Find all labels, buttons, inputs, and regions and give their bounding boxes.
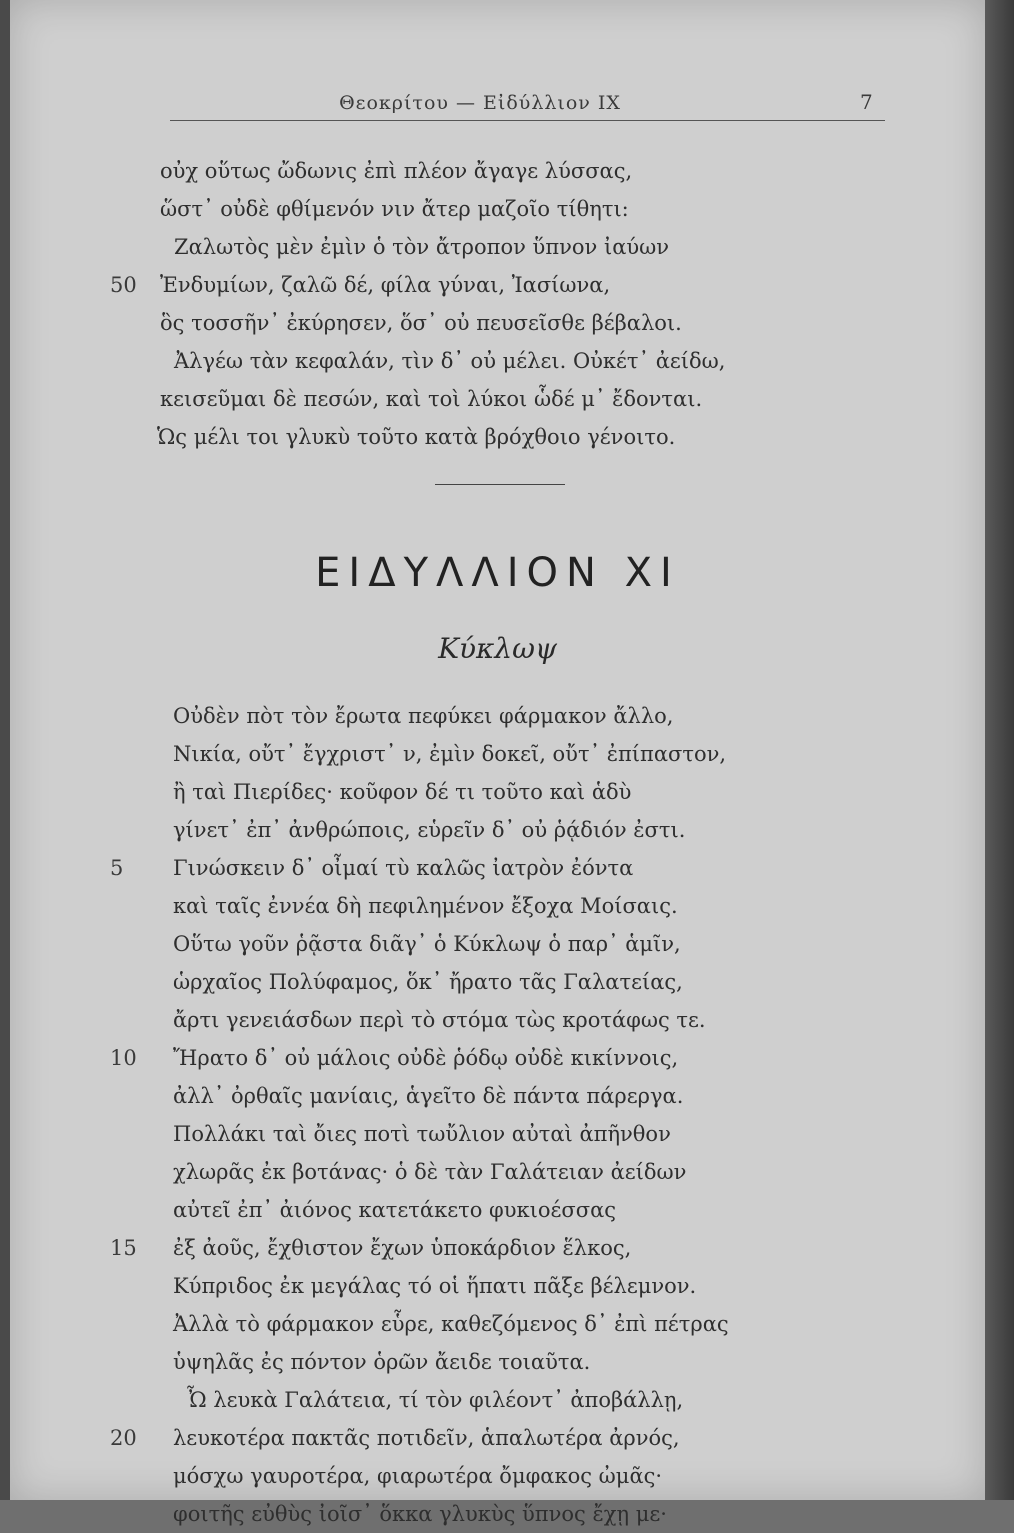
verse-text: φοιτῆς εὐθὺς ἰοῖσ᾽ ὅκκα γλυκὺς ὕπνος ἔχῃ με·: [173, 1502, 667, 1526]
verse-line: [10, 1343, 985, 1381]
verse-text: ὥστ᾽ οὐδὲ φθίμενόν νιν ἄτερ μαζοῖο τίθητι:: [160, 197, 629, 221]
verse-line: [10, 1077, 985, 1115]
verse-text: κεισεῦμαι δὲ πεσών, καὶ τοὶ λύκοι ὧδέ μ᾽ ἔδονται.: [160, 387, 703, 411]
running-head: Θεοκρίτου — Εἰδύλλιον IX: [339, 92, 621, 114]
line-number: 50: [110, 273, 137, 297]
verse-text: Ὡς μέλι τοι γλυκὺ τοῦτο κατὰ βρόχθοιο γένοιτο.: [157, 425, 676, 449]
verse-text: χλωρᾶς ἐκ βοτάνας· ὁ δὲ τὰν Γαλάτειαν ἀείδων: [173, 1160, 687, 1184]
verse-line: [10, 266, 985, 304]
verse-text: λευκοτέρα πακτᾶς ποτιδεῖν, ἁπαλωτέρα ἀρνός,: [173, 1426, 680, 1450]
line-number: 15: [110, 1236, 137, 1260]
verse-line: [10, 190, 985, 228]
verse-text: Οὕτω γοῦν ῥᾷστα διᾶγ᾽ ὁ Κύκλωψ ὁ παρ᾽ ἁμῖν,: [173, 932, 681, 956]
verse-line: [10, 1229, 985, 1267]
verse-section-idyll-ix: [10, 152, 985, 456]
verse-line: [10, 1495, 985, 1533]
verse-line: [10, 1001, 985, 1039]
verse-line: [10, 1381, 985, 1419]
verse-text: Ὦ λευκὰ Γαλάτεια, τί τὸν φιλέοντ᾽ ἀποβάλλῃ,: [187, 1388, 684, 1412]
verse-text: καὶ ταῖς ἐννέα δὴ πεφιλημένον ἔξοχα Μοίσαις.: [173, 894, 678, 918]
verse-line: [10, 342, 985, 380]
verse-text: Ἀλγέω τὰν κεφαλάν, τὶν δ᾽ οὐ μέλει. Οὐκέτ᾽ ἀείδω,: [174, 349, 726, 373]
section-separator: [435, 484, 565, 485]
line-number: 10: [110, 1046, 137, 1070]
verse-section-idyll-xi: [10, 697, 985, 1533]
verse-line: [10, 697, 985, 735]
verse-text: αὐτεῖ ἐπ᾽ ἀιόνος κατετάκετο φυκιοέσσας: [173, 1198, 617, 1222]
verse-text: μόσχω γαυροτέρα, φιαρωτέρα ὄμφακος ὠμᾶς·: [173, 1464, 663, 1488]
verse-line: [10, 1267, 985, 1305]
verse-line: [10, 1191, 985, 1229]
verse-line: [10, 811, 985, 849]
verse-text: Γινώσκειν δ᾽ οἶμαί τὺ καλῶς ἰατρὸν ἐόντα: [173, 856, 634, 880]
verse-line: [10, 849, 985, 887]
idyll-title: ΕΙΔΥΛΛΙΟΝ XI: [315, 550, 680, 596]
verse-line: [10, 1419, 985, 1457]
verse-text: Ἤρατο δ᾽ οὐ μάλοις οὐδὲ ῥόδῳ οὐδὲ κικίννοις,: [173, 1046, 679, 1070]
verse-line: [10, 1115, 985, 1153]
verse-text: ὡρχαῖος Πολύφαμος, ὅκ᾽ ἤρατο τᾶς Γαλατείας,: [173, 970, 683, 994]
verse-text: Ἐνδυμίων, ζαλῶ δέ, φίλα γύναι, Ἰασίωνα,: [160, 273, 611, 297]
verse-text: γίνετ᾽ ἐπ᾽ ἀνθρώποις, εὑρεῖν δ᾽ οὐ ῥᾴδιόν ἐστι.: [173, 818, 686, 842]
verse-text: οὐχ οὕτως ὤδωνις ἐπὶ πλέον ἄγαγε λύσσας,: [160, 159, 633, 183]
verse-text: Νικία, οὔτ᾽ ἔγχριστ᾽ ν, ἐμὶν δοκεῖ, οὔτ᾽ ἐπίπαστον,: [173, 742, 727, 766]
verse-line: [10, 380, 985, 418]
verse-text: Οὐδὲν πὸτ τὸν ἔρωτα πεφύκει φάρμακον ἄλλο,: [173, 704, 674, 728]
verse-text: ἢ ταὶ Πιερίδες· κοῦφον δέ τι τοῦτο καὶ ἁδὺ: [173, 780, 632, 804]
verse-text: Ἀλλὰ τὸ φάρμακον εὗρε, καθεζόμενος δ᾽ ἐπὶ πέτρας: [173, 1312, 729, 1336]
verse-line: [10, 1039, 985, 1077]
verse-text: ἐξ ἀοῦς, ἔχθιστον ἔχων ὑποκάρδιον ἕλκος,: [173, 1236, 632, 1260]
line-number: 20: [110, 1426, 137, 1450]
page-right-edge: [985, 0, 1014, 1500]
verse-line: [10, 773, 985, 811]
verse-text: ἄρτι γενειάσδων περὶ τὸ στόμα τὼς κροτάφως τε.: [173, 1008, 706, 1032]
verse-line: [10, 887, 985, 925]
verse-line: [10, 1457, 985, 1495]
verse-text: Πολλάκι ταὶ ὄιες ποτὶ τωὔλιον αὐταὶ ἀπῆνθον: [173, 1122, 671, 1146]
verse-line: [10, 228, 985, 266]
verse-text: Ζαλωτὸς μὲν ἐμὶν ὁ τὸν ἄτροπον ὕπνον ἰαύων: [174, 235, 670, 259]
verse-text: ὃς τοσσῆν᾽ ἐκύρησεν, ὅσ᾽ οὐ πευσεῖσθε βέβαλοι.: [160, 311, 682, 335]
verse-line: [10, 735, 985, 773]
idyll-subtitle: Κύκλωψ: [438, 632, 557, 665]
header-rule: [170, 120, 885, 121]
verse-line: [10, 304, 985, 342]
verse-text: ἀλλ᾽ ὀρθαῖς μανίαις, ἁγεῖτο δὲ πάντα πάρεργα.: [173, 1084, 684, 1108]
page-left-edge: [0, 0, 10, 1500]
page-number: 7: [860, 90, 873, 114]
verse-text: Κύπριδος ἐκ μεγάλας τό οἱ ἥπατι πᾶξε βέλεμνον.: [173, 1274, 697, 1298]
verse-line: [10, 1153, 985, 1191]
book-page: [10, 0, 985, 1526]
page-header: [10, 92, 985, 122]
verse-text: ὑψηλᾶς ἐς πόντον ὁρῶν ἄειδε τοιαῦτα.: [173, 1350, 591, 1374]
line-number: 5: [110, 856, 124, 880]
verse-line: [10, 963, 985, 1001]
verse-line: [10, 418, 985, 456]
verse-line: [10, 152, 985, 190]
verse-line: [10, 925, 985, 963]
verse-line: [10, 1305, 985, 1343]
